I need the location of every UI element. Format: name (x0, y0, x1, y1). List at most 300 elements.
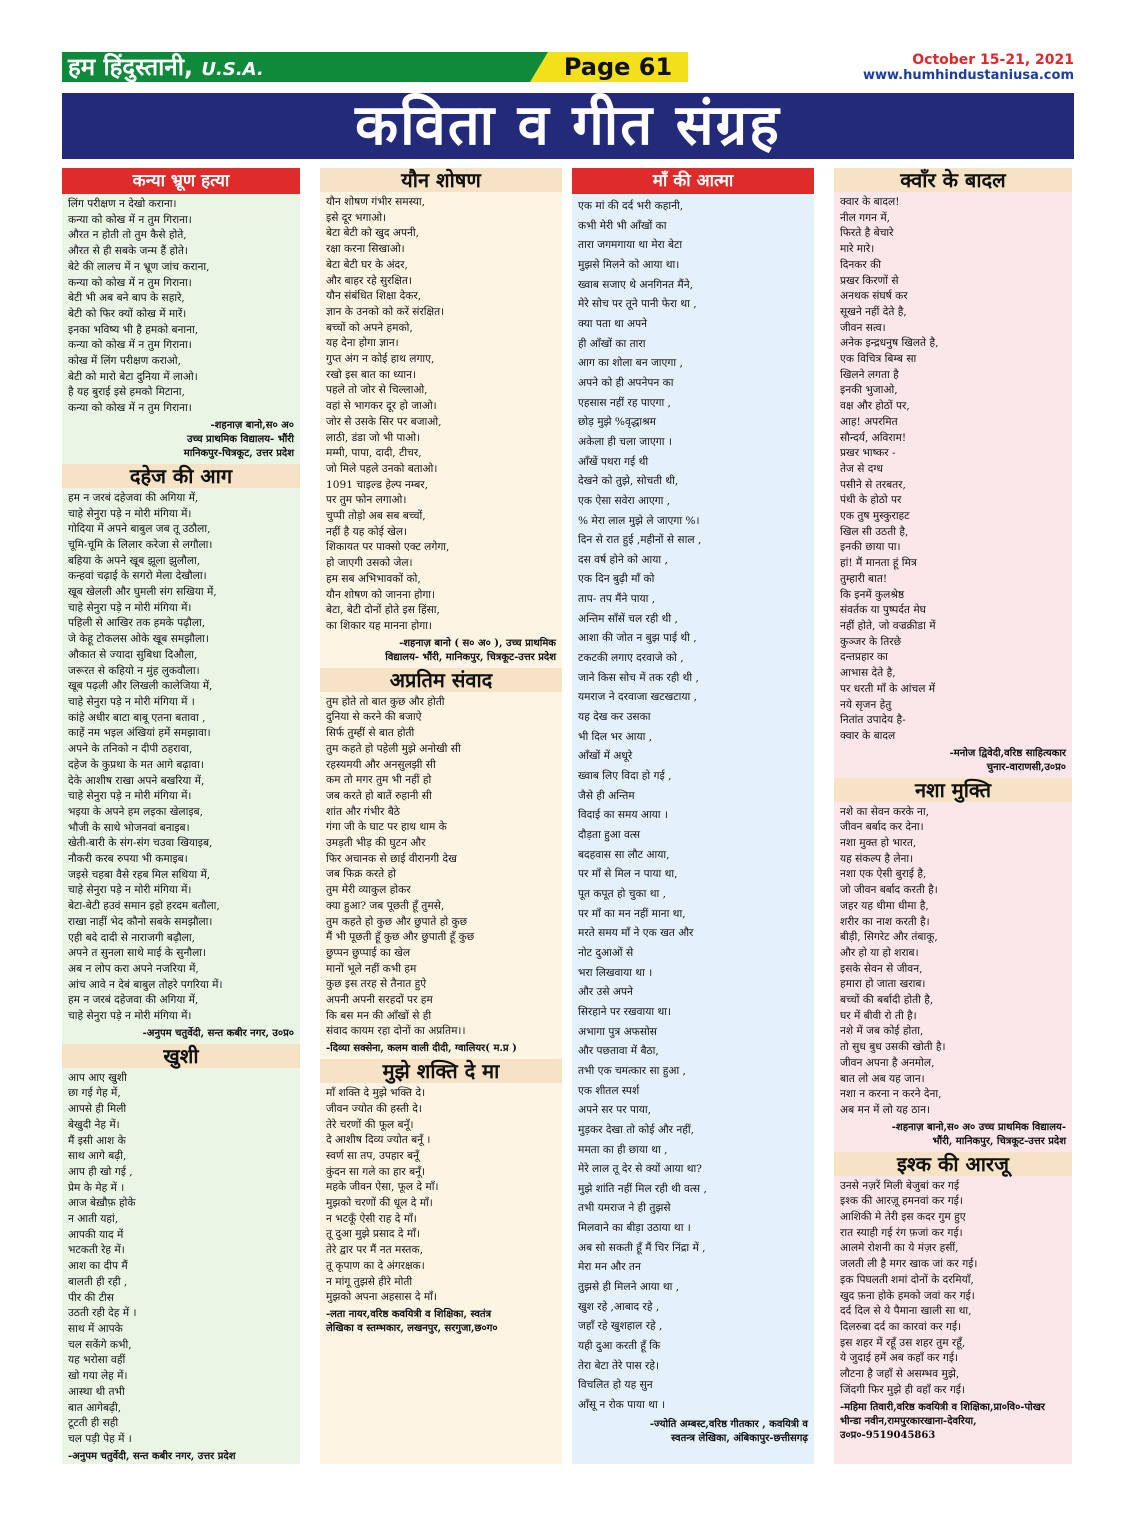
poem-body (62, 1068, 300, 1448)
text-line: शांत और गंभीर बैठे (326, 805, 400, 818)
text-line: माँ शक्ति दे मुझे भक्ति दे। (326, 1087, 426, 1100)
text-line: प्रेम के मेह में । (68, 1181, 125, 1194)
text-line: नशा एक ऐसी बुराई है, (840, 868, 927, 881)
poem-credit (834, 1399, 1072, 1446)
text-line: आज बेख़ौफ़ होके (68, 1197, 136, 1210)
text-line: चल सकेंगे कभी, (68, 1338, 132, 1351)
poem-body (834, 802, 1072, 1119)
poem-title: क्वाँर के बादल (834, 168, 1072, 192)
text-line: प्रखर किरणों से (840, 274, 899, 287)
text-line: जीवन बर्बाद कर देना। (840, 821, 924, 834)
text-line: इक पिघलती शमां दोनों के दरमियाँ, (840, 1273, 974, 1286)
issue-date: October 15-21, 2021 (912, 52, 1074, 68)
poem-title: इश्क की आरजू (834, 1152, 1072, 1176)
text-line: चुप्पी तोड़ो अब सब बच्चों, (326, 510, 426, 523)
text-line: गंगा जी के घाट पर हाथ थाम के (326, 821, 447, 834)
text-line: खुश रहे ,आबाद रहे , (578, 1300, 660, 1313)
text-line: बेखुदी नेह में। (68, 1118, 120, 1131)
text-line: देके आशीष राखा अपने बखरिया में, (68, 774, 205, 787)
text-line: बेटा-बेटी हउवं समान इहो हरदम बतौला, (68, 900, 220, 913)
text-line: जीवन ज्योत की हस्ती दे। (326, 1102, 422, 1115)
text-line: साथ आगे बढ़ी, (68, 1150, 127, 1163)
text-line: आभास देते है, (840, 667, 896, 680)
text-line: फिर अचानक से छाई वीरानगी देख (326, 852, 457, 865)
text-line: बीड़ी, सिगरेट और तंबाकू, (840, 931, 938, 944)
text-line: अकेला ही चला जाएगा । (578, 435, 672, 448)
text-line: पहिली से आखिर तक हमके पढ़ौला, (68, 617, 206, 630)
text-line: -शहनाज़ बानो ( स० अ० ), उच्च प्राथमिक (399, 637, 556, 649)
text-line: हम सब अभिभावकों को, (326, 572, 421, 585)
text-line: जब फिक्र करते हो (326, 868, 396, 881)
text-line: चुनार-वाराणसी,उ०प्र० (986, 761, 1066, 773)
text-line: लेखिका व स्तम्भकार, लखनपुर, सरगुजा,छ०ग० (326, 1323, 498, 1334)
text-line: आह! अपरमित (840, 415, 898, 428)
text-line: मानों भूले नहीं कभी हम (326, 962, 417, 975)
text-line: पीर की टीस (68, 1291, 114, 1304)
text-line: अपने के तनिको न दीपी ठहरावा, (68, 743, 193, 756)
text-line: -अनुपम चतुर्वेदी, सन्त कबीर नगर, उ०प्र० (142, 1027, 294, 1039)
text-line: इनकी भुजाओ, (840, 384, 898, 397)
poem-body (320, 692, 562, 1040)
text-line: नशे में जब कोई होता, (840, 1025, 924, 1038)
text-line: खिलने लगता है (840, 368, 899, 381)
text-line: तेरे द्वार पर मैं नत मस्तक, (326, 1244, 423, 1257)
text-line: बेटा बेटी घर के अंदर, (326, 258, 408, 271)
text-line: बदहवास सा लौट आया, (578, 848, 670, 861)
text-line: का शिकार यह मानना होगा। (326, 619, 432, 632)
text-line: -दिव्या सक्सेना, कलम वाली दीदी, ग्वालियर( म.प्र ) (326, 1043, 517, 1055)
text-line: मेरे सोच पर तूने पानी फेरा था , (578, 298, 697, 311)
text-line: -ज्योति अम्बस्ट,वरिष्ठ गीतकार , कवयित्री व (649, 1418, 808, 1430)
text-line: -शहनाज़ बानो,स० अ० (210, 419, 294, 431)
text-line: हम न जरबं दहेजवा की अगिया में, (68, 491, 199, 504)
text-line: भी दिल भर आया , (578, 730, 653, 743)
text-line: कन्या को कोख में न तुम गिराना। (68, 402, 192, 415)
website-link[interactable]: www.humhindustaniusa.com (862, 68, 1074, 83)
text-line: मिलवाने का बीड़ा उठाया था । (578, 1222, 691, 1235)
text-line: औरत न होती तो तुम कैसे होते, (68, 229, 187, 242)
text-line: लिंग परीक्षण न देखो कराना। (68, 198, 177, 210)
text-line: जीवन अपना है अनमोल, (840, 1056, 935, 1069)
text-line: एक शीतल स्पर्श (578, 1084, 640, 1097)
poem-title: माँ की आत्मा (572, 168, 814, 194)
text-line: जलती ली है मगर खाक जां कर गई। (840, 1258, 978, 1271)
text-line: तेज से दग्ध (840, 462, 883, 475)
text-line: कन्या को कोख में न तुम गिराना। (68, 276, 192, 289)
text-line: जो मिले पहले उनको बताओ। (326, 462, 438, 475)
text-line: इनकी छाया पा। (840, 541, 901, 554)
text-line: भटकती रेह में। (68, 1244, 125, 1257)
text-line: आशिकी मे तेरी इस कदर गुम हुए (840, 1211, 966, 1224)
text-line: आँसू न रोक पाया था । (578, 1399, 666, 1412)
poem-title: अप्रतिम संवाद (320, 668, 562, 692)
text-line: हम न जरबं दहेजवा की अगिया में, (68, 994, 199, 1007)
poem-credit (62, 417, 300, 464)
text-line: उठती रही देह में । (68, 1307, 137, 1320)
page-number: Page 61 (548, 52, 688, 82)
text-line: नये सृजन हेतु (840, 698, 892, 711)
poem-body (62, 488, 300, 1025)
text-line: इस शहर में रहूँ उस शहर तुम रहूँ, (840, 1336, 966, 1349)
text-line: कभी मेरी भी आँखों का (578, 219, 667, 232)
text-line: कुछ इस तरह से तैनात हुऐ (326, 978, 427, 991)
poem-credit (572, 1416, 814, 1449)
text-line: दौड़ता हुआ वत्स (578, 829, 641, 841)
text-line: बेटा बेटी को खुद अपनी, (326, 227, 420, 240)
text-line: हो जाएगी उसको जेल। (326, 557, 413, 570)
text-line: और बाहर रहे सुरक्षित। (326, 274, 412, 287)
text-line: जो जीवन बर्बाद करती है। (840, 884, 938, 897)
text-line: एक मां की दर्द भरी कहानी, (578, 200, 684, 212)
text-line: सूखने नहीं देते है, (840, 305, 907, 318)
poem-credit (320, 1306, 562, 1339)
text-line: % मेरा लाल मुझे ले जाएगा %। (578, 514, 700, 527)
text-line: विचलित हो यह सुन (578, 1379, 653, 1392)
text-line: तो सुध बुध उसकी खोती है। (840, 1041, 946, 1054)
text-line: पर धरती माँ के आंचल में (840, 682, 936, 695)
text-line: न आती यहां, (68, 1213, 119, 1226)
text-line: ममता का ही छाया था , (578, 1143, 668, 1156)
text-line: कुञ्जर के तिरछे (840, 635, 902, 648)
text-line: चाहे सेनुरा पड़े न मोरी मंगिया में। (68, 884, 192, 897)
text-line: फिरते है बेचारे (840, 227, 894, 240)
text-line: एक विचित्र बिम्ब सा (840, 353, 917, 366)
text-line: पसीने से तरबतर, (840, 478, 906, 491)
text-line: मैं भी पूछती हूँ कुछ और छुपाती हूँ कुछ (326, 931, 475, 944)
column-4 (834, 168, 1072, 1464)
text-line: दुनिया से करने की बजाऐ (326, 711, 422, 724)
text-line: एही बदे दादी से नाराजगी बढ़ौला, (68, 931, 195, 944)
text-line: मरते समय माँ ने एक खत और (578, 927, 694, 940)
text-line: खूब खेलली और घुमली संग सखिया में, (68, 586, 217, 599)
text-line: और पछतावा में बैठा, (578, 1045, 659, 1058)
text-line: मुझको अपना अहसास दे माँ। (326, 1291, 437, 1304)
text-line: जे केहू टोकलस ओके खूब समझौला। (68, 633, 209, 646)
text-line: कुंदन सा गले का हार बनूँ। (326, 1165, 426, 1178)
text-line: भइया के अपने हम लइका खेलाइब, (68, 805, 203, 818)
text-line: -अनुपम चतुर्वेदी, सन्त कबीर नगर, उत्तर प्रदेश (68, 1450, 236, 1462)
text-line: आपकी याद में (68, 1228, 124, 1241)
text-line: नहीं है यह कोई खेल। (326, 525, 408, 538)
text-line: यह भरोसा वहीं (68, 1354, 126, 1367)
text-line: आंच आवे न देबं बाबुल तोहरे पगरिया में। (68, 978, 223, 991)
text-line: सिर्फ तुम्हीं से बात होती (326, 727, 415, 740)
text-line: रक्षा करना सिखाओ। (326, 243, 405, 256)
text-line: यमराज ने दरवाजा खटखटाया , (578, 691, 697, 704)
text-line: मेरे लाल तू देर से क्यों आया था? (578, 1163, 702, 1176)
text-line: छा गई गेह में, (68, 1087, 121, 1100)
masthead (62, 52, 1074, 84)
text-line: जहाँ रहे खुशहाल रहे , (578, 1320, 663, 1333)
text-line: खुद फ़ना होके हमको जवां कर गई। (840, 1289, 975, 1302)
text-line: काहें नम भइल अंखियां हमें समझावा। (68, 727, 211, 740)
text-line: हां! मैं मानता हूं मित्र (840, 557, 917, 570)
text-line: उमड़ती भीड़ की घुटन और (326, 837, 426, 850)
text-line: अब सो सकती हूँ मैं चिर निंद्रा में , (578, 1241, 706, 1254)
poem-body (834, 192, 1072, 745)
text-line: नितांत उपादेय है- (840, 714, 906, 727)
text-line: रखो इस बात का ध्यान। (326, 368, 417, 381)
poem-title: नशा मुक्ति (834, 778, 1072, 802)
text-line: इनका भविष्य भी है हमको बनाना, (68, 323, 199, 336)
text-line: छुप्पन छुप्पाई का खेल (326, 946, 411, 959)
text-line: स्वतन्त्र लेखिका, अंबिकापुर-छत्तीसगढ़ (671, 1432, 808, 1444)
text-line: अब मन में लो यह ठान। (840, 1103, 931, 1116)
text-line: जब करते हो बातें रुहानी सी (326, 789, 432, 802)
poem-credit (62, 1025, 300, 1044)
text-line: हमारा हो जाता खराब। (840, 978, 926, 991)
text-line: टकटकी लगाए दरवाजे को , (578, 652, 684, 665)
text-line: यह देना होगा ज्ञान। (326, 337, 399, 350)
text-line: अपने को ही अपनेपन का (578, 376, 674, 389)
text-line: यह संकल्प है लेना। (840, 852, 914, 865)
column-2 (320, 168, 562, 1464)
text-line: दिनकर की (840, 258, 881, 271)
text-line: औकात से ज्यादा सुबिधा दिऔला, (68, 648, 198, 661)
text-line: तुम मेरी व्याकुल होकर (326, 884, 411, 897)
text-line: न भटकूँ ऐसी राह दे माँ। (326, 1212, 417, 1225)
text-line: -लता नायर,वरिष्ठ कवयित्री व शिक्षिका, स्वतंत्र (326, 1309, 492, 1320)
text-line: -शहनाज़ बानो,स० अ० उच्च प्राथमिक विद्यालय- (891, 1121, 1066, 1133)
text-line: दिलरुबा दर्द का कारवां कर गई। (840, 1321, 962, 1333)
text-line: विद्यालय- भौंरी, मानिकपुर, चित्रकूट-उत्तर प्रदेश (385, 651, 556, 663)
text-line: गुप्त अंग न कोई हाथ लगाए, (326, 353, 435, 366)
text-line: मुझको चरणों की धूल दे माँ। (326, 1197, 433, 1210)
text-line: आँखों में अधूरे (578, 750, 633, 763)
text-line: तू दुआ मुझे प्रसाद दे माँ। (326, 1228, 420, 1241)
text-line: तुम कहते हो पहेली मुझे अनोखी सी (326, 742, 461, 755)
text-line: चाहे सेनुरा पड़े न मोरी मंगिया में। (68, 790, 192, 803)
text-line: मेरा मन और तन (578, 1261, 641, 1274)
text-line: महके जीवन ऐसा, फूल दे माँ। (326, 1181, 439, 1194)
text-line: जिंदगी फिर मुझे ही वहाँ कर गई। (840, 1383, 966, 1396)
text-line: साथ में आपके (68, 1323, 123, 1335)
text-line: जैसे ही अन्तिम (578, 789, 635, 802)
newspaper-name: हम हिंदुस्तानी, U.S.A. (62, 52, 548, 82)
text-line: एहसास नहीं रह पाएगा , (578, 396, 671, 409)
text-line: तेरे चरणों की फूल बनूँ। (326, 1118, 414, 1131)
text-line: नशे का सेवन करके ना, (840, 805, 929, 818)
text-line: इसे दूर भगाओ। (326, 211, 387, 224)
text-line: यौन संबंधित शिक्षा देकर, (326, 290, 422, 303)
text-line: है यह बुराई इसे हमको मिटाना, (68, 386, 185, 399)
column-1 (62, 168, 300, 1464)
text-line: कि इनमें कुलश्रेष्ठ (840, 588, 905, 601)
text-line: दे आशीष दिव्य ज्योत बनूँ । (326, 1134, 431, 1147)
text-line: दिन से रात हुई ,महीनों से साल , (578, 534, 702, 547)
poem-body (572, 194, 814, 1416)
text-line: बेटा, बेटी दोनों होते इस हिंसा, (326, 604, 440, 617)
text-line: दस वर्ष होने को आया , (578, 553, 668, 566)
text-line: कन्या को कोख में न तुम गिराना। (68, 339, 192, 352)
text-line: नशा न करना न करने देना, (840, 1088, 942, 1101)
text-line: यही दुआ करती हूँ कि (578, 1340, 661, 1353)
text-line: -मनोज द्विवेदी,वरिष्ठ साहित्यकार (949, 747, 1066, 759)
poem-title: दहेज की आग (62, 464, 300, 488)
text-line: खिल सी उठती है, (840, 525, 909, 538)
poem-credit (62, 1448, 300, 1464)
text-line: ये जुदाई हमें अब कहाँ कर गई। (840, 1352, 959, 1365)
text-line: बहिया के अपने खूब झूला झुलौला, (68, 554, 201, 567)
text-line: जहर यह धीमा धीमा है, (840, 899, 929, 912)
poem-title: यौन शोषण (320, 168, 562, 192)
text-line: पर माँ से मिल न पाया था, (578, 868, 678, 881)
text-line: चाहे सेनुरा पड़े न मोरी मंगिया में। (68, 507, 192, 520)
text-line: तारा जगमगाया था मेरा बेटा (578, 239, 683, 252)
text-line: इश्क की आरज़ू हमनवां कर गई। (840, 1195, 963, 1208)
text-line: पूत कपूत हो चुका था , (578, 887, 666, 900)
text-line: चूमि-चूमि के लिलार करेजा से लगौला। (68, 538, 213, 551)
text-line: घर में बीवी रो ती है। (840, 1009, 917, 1022)
text-line: यौन शोषण को जानना होगा। (326, 588, 436, 601)
text-line: चाहे सेनुरा पड़े न मोरी मंगिया में। (68, 601, 192, 614)
text-line: जरूरत से कहियो न मुंह लुकवौला। (68, 664, 200, 677)
text-line: जीवन सत्व। (840, 321, 886, 334)
text-line: शरीर का नाश करती है। (840, 915, 930, 928)
text-line: एक तुष मुस्कुराहट (840, 510, 910, 523)
text-line: जोर से उसके सिर पर बजाओ, (326, 415, 442, 428)
text-line: खूब पढ़ली और लिखली कालेजिया में, (68, 680, 213, 693)
text-line: क्या पता था अपने (578, 317, 647, 330)
text-line: तुम्हारी बात! (840, 572, 888, 585)
text-line: गोदिया में अपने बाबुल जब तू उठौला, (68, 523, 211, 536)
text-line: बात लो अब यह जान। (840, 1072, 925, 1085)
text-line: जाने किस सोच में तक रही थी , (578, 671, 699, 684)
text-line: पंथी के होठो पर (840, 494, 902, 507)
text-line: मुझे शांति नहीं मिल रही थी वत्स , (578, 1182, 707, 1195)
poem-credit (320, 635, 562, 668)
poem-title: कन्या भ्रूण हत्या (62, 168, 300, 194)
text-line: मैं इसी आश के (68, 1134, 126, 1147)
text-line: अभागा पुत्र अफसोस (578, 1025, 657, 1038)
text-line: क्वार के बादल (840, 729, 896, 742)
text-line: रात स्याही गई रंग फ़जां कर गई। (840, 1226, 963, 1239)
text-line: अपने सर पर पाया, (578, 1104, 651, 1117)
text-line: तेरा बेटा तेरे पास रहे। (578, 1359, 659, 1372)
text-line: बालती ही रही , (68, 1275, 128, 1288)
text-line: बच्चों की बर्बादी होती है, (840, 994, 934, 1007)
text-line: स्वर्ण सा तप, उपहार बनूँ (326, 1149, 419, 1162)
text-line: आस्था थी तभी (68, 1385, 125, 1398)
text-line: बेटे की लालच में न भ्रूण जांच कराना, (68, 260, 210, 273)
text-line: प्रखर भाष्कर - (840, 447, 896, 460)
text-line: औरत से ही सबके जन्म हैं होते। (68, 245, 188, 258)
poem-body (62, 194, 300, 417)
text-line: चाहे सेनुरा पड़े न मोरी मंगिया में। (68, 1010, 192, 1023)
text-line: तू कृपाण का दे अंगरक्षक। (326, 1259, 425, 1272)
text-line: एक दिन बुढ़ी माँ को (578, 573, 655, 586)
text-line: वक्ष और होठों पर, (840, 400, 910, 413)
text-line: बात आगेबढ़ी, (68, 1401, 122, 1414)
text-line: कांहे अधीर बाटा बाबू एतना बतावा , (68, 711, 206, 724)
poem-title: खुशी (62, 1044, 300, 1068)
text-line: शिकायत पर पाक्सो एक्ट लगेगा, (326, 541, 450, 554)
text-line: मुझसे मिलने को आया था। (578, 258, 680, 271)
text-line: आँखें पथरा गई थी (578, 455, 649, 468)
text-line: बच्चों को अपने हमको, (326, 321, 413, 334)
text-line: चल पड़ी पेह में । (68, 1432, 132, 1445)
text-line: दहेज के कुप्रथा के मत आगे बढ़ावा। (68, 758, 204, 771)
text-line: तभी यमराज ने ही तुझसे (578, 1202, 671, 1215)
text-line: भीन्डा नवीन,रामपुरकारखाना-देवरिया, उ०प्र०-9519045863 (840, 1415, 977, 1441)
text-line: कन्या को कोख में न तुम गिराना। (68, 213, 192, 226)
text-line: लौटना है जहाँ से असम्भव मुझे, (840, 1368, 960, 1381)
text-line: आपसे ही मिली (68, 1103, 127, 1116)
poem-credit (320, 1040, 562, 1059)
text-line: मुड़कर देखा तो कोई और नहीं, (578, 1123, 694, 1136)
text-line: खो गया लेह में। (68, 1370, 128, 1383)
text-line: संवर्तक या पुष्पर्दत मेघ (840, 604, 926, 617)
text-line: कन्हवां चढ़ाई के सगरो मेला देखौला। (68, 570, 207, 583)
text-line: तुम कहते हो कुछ और छुपाते हो कुछ (326, 915, 468, 928)
text-line: यह देख कर उसका (578, 711, 651, 724)
text-line: पर माँ का मन नहीं माना था, (578, 907, 686, 920)
text-line: सिरहाने पर रखवाया था। (578, 1005, 671, 1018)
text-line: ही आँखों का तारा (578, 337, 646, 350)
page-title-banner: कविता व गीत संग्रह (62, 93, 1074, 159)
text-line: दर्द दिल से ये पैमाना खाली सा था, (840, 1305, 972, 1318)
text-line: सौन्दर्य, अविराम! (840, 431, 907, 444)
text-line: आशा की जोत न बुझ पाई थी , (578, 632, 697, 645)
text-line: बेटी को फिर क्यों कोख में मारें। (68, 307, 187, 320)
text-line: बेटी को मारो बेटा दुनिया में लाओ। (68, 370, 198, 383)
text-line: आलमे रोशनी का ये मंज़र हसीं, (840, 1242, 959, 1255)
text-line: भौजी के साथे भोजनवां बनाइब। (68, 821, 190, 834)
text-line: उच्च प्राथमिक विद्यालय- भौंरी (186, 433, 294, 445)
text-line: मारे मारे। (840, 243, 875, 256)
text-line: लाठी, डंडा जो भी पाओ। (326, 431, 421, 444)
text-line: रहस्यमयी और अनसुलझी सी (326, 758, 436, 771)
poem-credit (834, 745, 1072, 778)
text-line: अनथक संघर्ष कर (840, 290, 908, 303)
text-line: संवाद कायम रहा दोनों का अप्रतिम।। (326, 1025, 466, 1038)
text-line: जइसे चहबा वैसे रहब मिल सथिया में, (68, 868, 211, 881)
text-line: मानिकपुर-चित्रकूट, उत्तर प्रदेश (183, 447, 294, 459)
text-line: ख्वाब लिए विदा हो गई , (578, 770, 672, 783)
column-3 (572, 168, 814, 1464)
text-line: एक ऐसा सवेरा आएगा , (578, 494, 671, 507)
text-line: इसके सेवन से जीवन, (840, 962, 923, 975)
text-line: नशा मुक्त हो भारत, (840, 837, 917, 850)
text-line: पर तुम फोन लगाओ। (326, 494, 407, 507)
poem-body (834, 1176, 1072, 1399)
text-line: नोट दुआओं से (578, 946, 634, 959)
text-line: अपनी अपनी सरहदों पर हम (326, 994, 433, 1007)
text-line: आश का दीप मैं (68, 1260, 128, 1273)
text-line: -महिमा तिवारी,वरिष्ठ कवयित्री व शिक्षिका,प्रा०वि०-पोखर (840, 1401, 1045, 1413)
text-line: अन्तिम साँसें चल रही थी , (578, 612, 678, 625)
text-line: आग का शोला बन जाएगा , (578, 357, 683, 370)
text-line: मम्मी, पापा, दादी, टीचर, (326, 447, 422, 460)
text-line: न मांगू तुझसे हीरे मोती (326, 1275, 413, 1288)
text-line: अनेक इन्द्रधनुष खिलते है, (840, 337, 939, 350)
poem-credit (834, 1119, 1072, 1152)
text-line: देखने को तुझे, सोचती थी, (578, 475, 679, 488)
issue-info (863, 52, 1074, 84)
text-line: अपने त सुनला साथे माई के सुनौला। (68, 947, 207, 960)
text-line: और उसे अपने (578, 986, 633, 999)
text-line: कम तो मगर तुम भी नहीं हो (326, 774, 432, 787)
poem-title: मुझे शक्ति दे मा (320, 1059, 562, 1083)
text-line: क्वार के बादल! (840, 196, 900, 208)
text-line: 1091 चाइल्ड हेल्प नम्बर, (326, 478, 428, 491)
text-line: नहीं होते, जो वज्रक्रीडा में (840, 619, 936, 632)
text-line: विदाई का समय आया । (578, 809, 668, 822)
text-line: क्या हुआ? जब पूछती हूँ तुमसे, (326, 899, 445, 912)
text-line: चाहे सेनुरा पड़े न मोरी मंगिया में । (68, 695, 195, 708)
text-line: टूटती ही सही (68, 1417, 119, 1430)
text-line: भौंरी, मानिकपुर, चित्रकूट-उत्तर प्रदेश (932, 1135, 1066, 1147)
